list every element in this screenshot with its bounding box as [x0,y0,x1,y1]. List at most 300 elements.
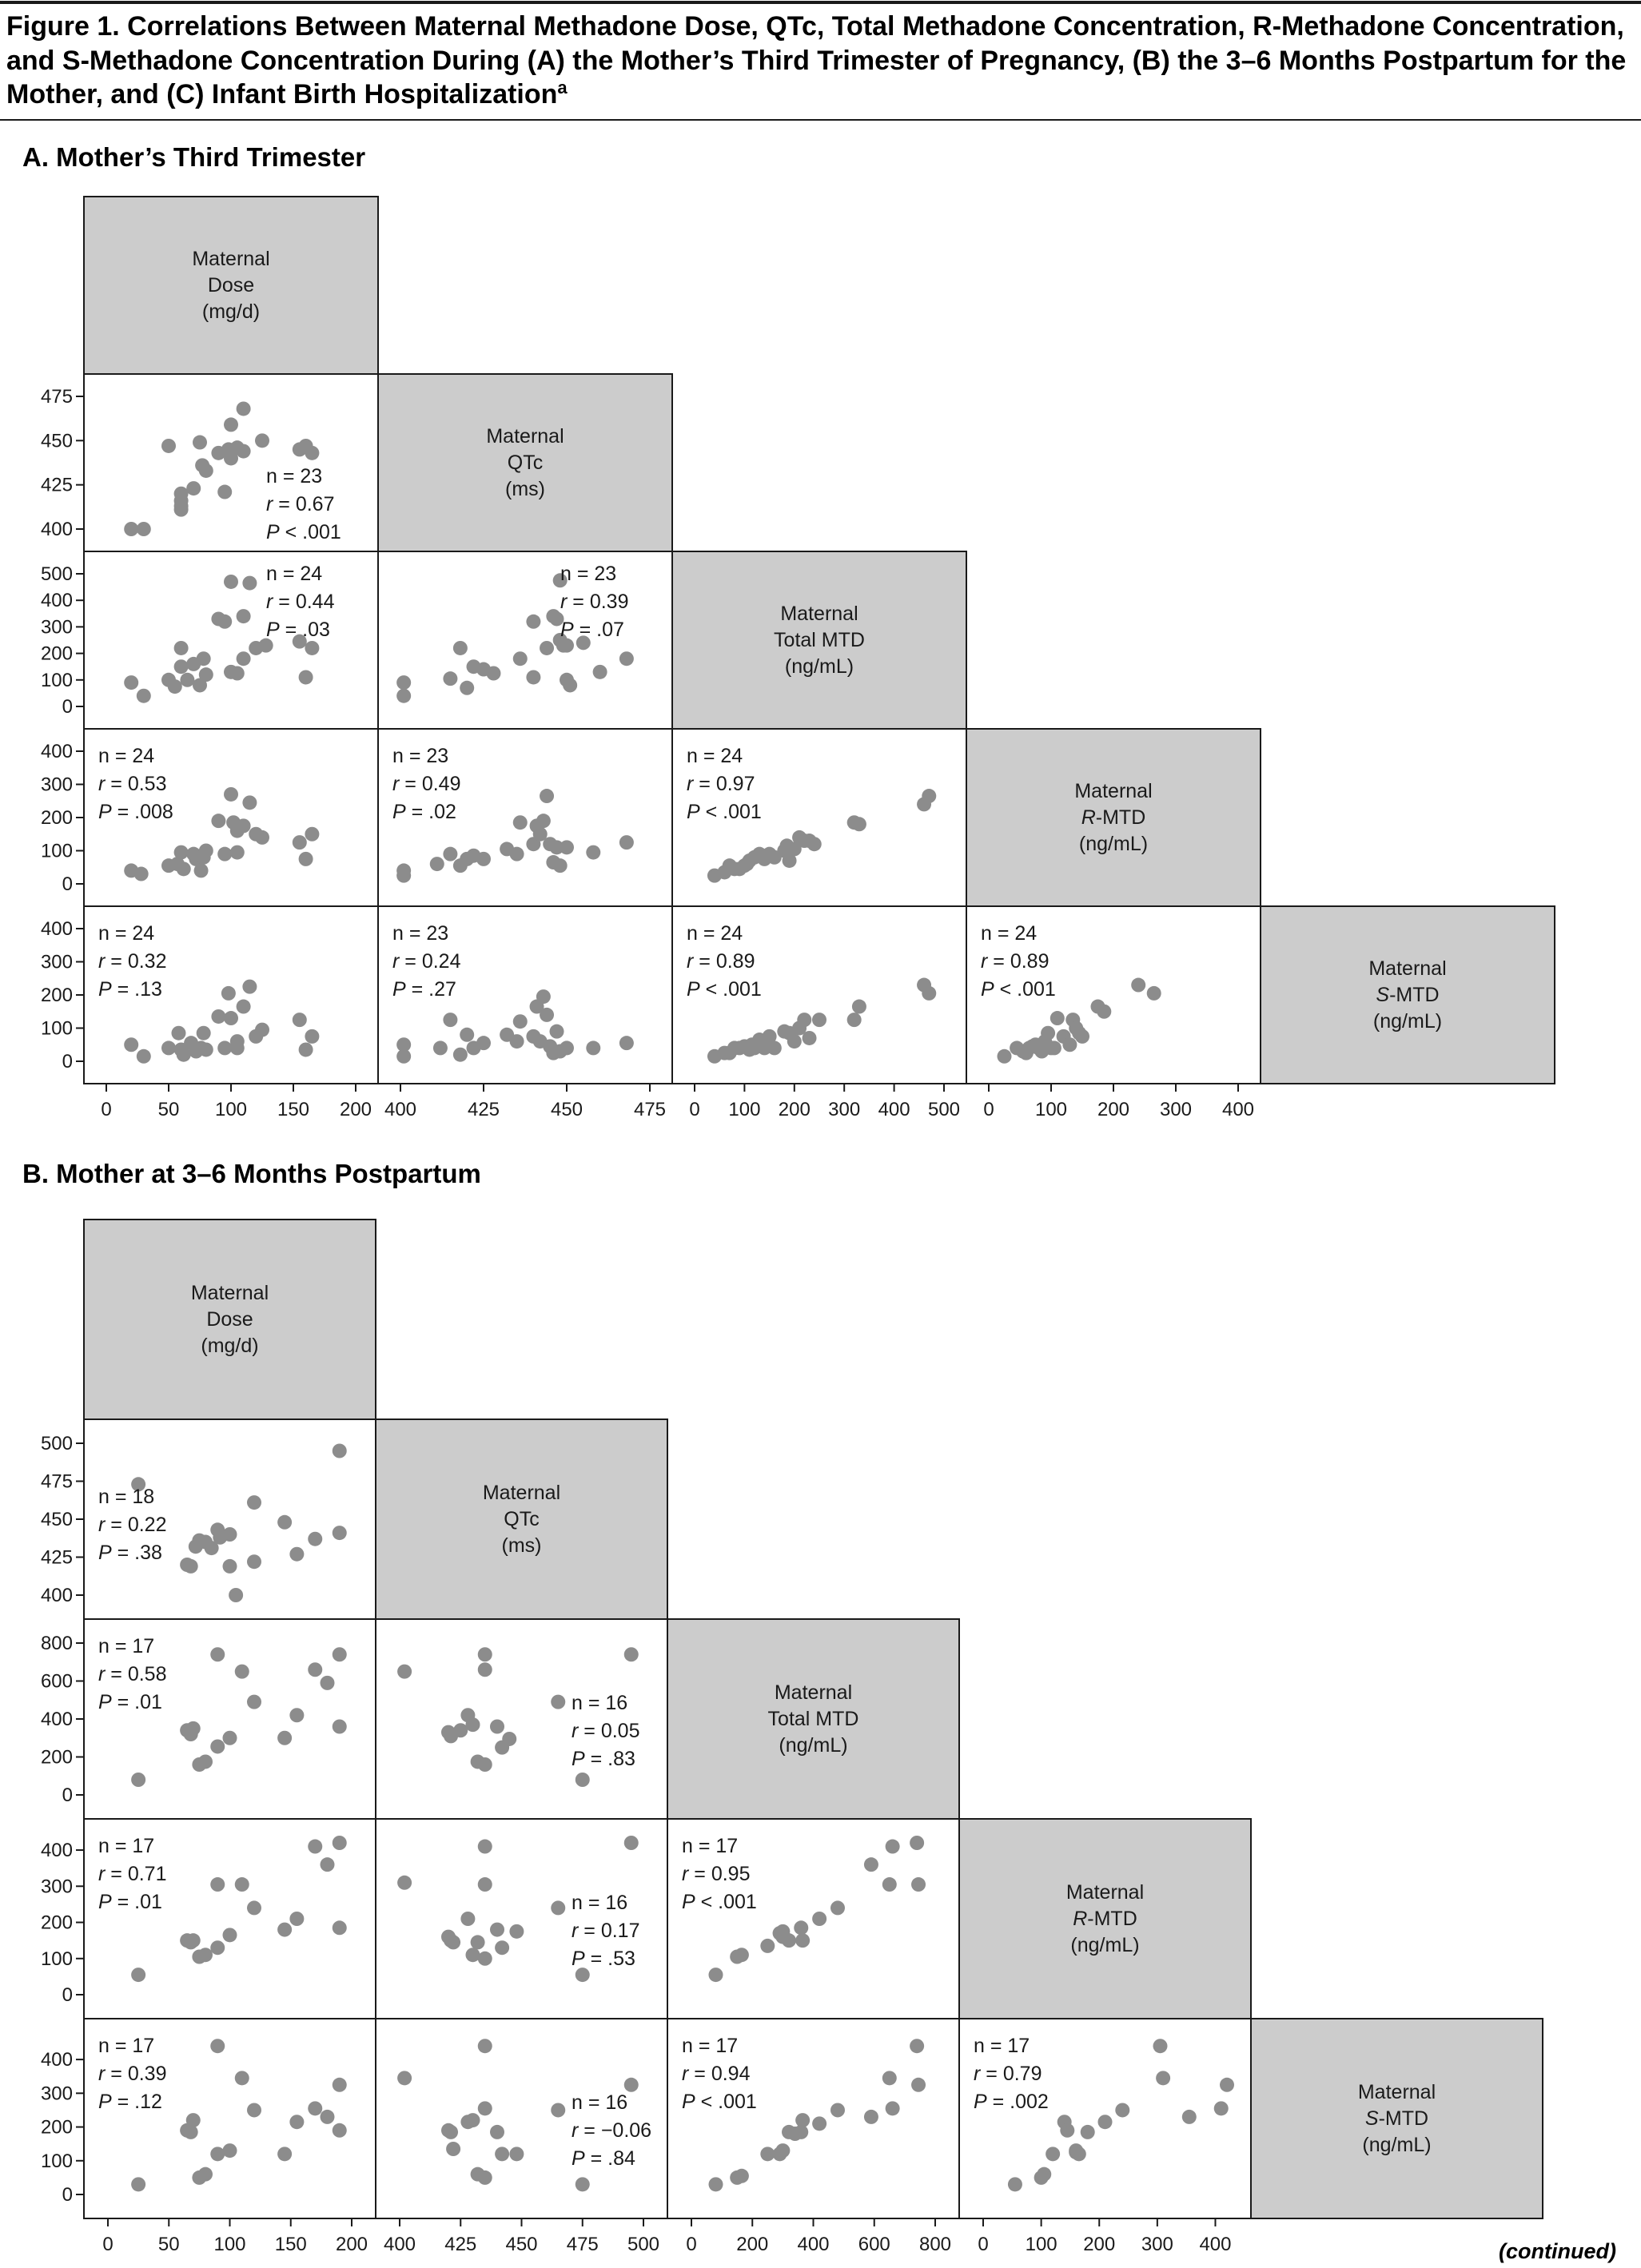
panel-a-ytick-label-1-3: 475 [40,386,73,408]
panel-b-point-4-3-15 [1220,2078,1234,2092]
panel-a-point-1-0-8 [193,436,207,450]
panel-a-stat-2-0-1-sym: r [266,591,273,613]
panel-a-point-1-0-1 [137,522,151,536]
panel-b-stat-3-0-1 [98,1863,166,1885]
panel-a-point-3-1-22 [619,835,634,850]
panel-a-point-4-0-3 [171,1026,185,1040]
panel-b-stat-3-2-1-sym: r [682,1863,689,1885]
panel-a-stat-1-0-2-val: < .001 [279,521,341,543]
panel-b-point-3-2-8 [795,1933,810,1948]
panel-b-stat-3-2-1-val: = 0.95 [688,1863,751,1885]
panel-a-point-4-1-3 [443,1013,457,1027]
panel-b-stat-4-2-0: n = 17 [682,2035,739,2057]
panel-a-xtick-label-3-2: 200 [1097,1099,1130,1120]
panel-b-point-2-0-3 [186,1721,201,1736]
panel-b-point-3-0-13 [321,1857,335,1872]
panel-a-point-1-0-18 [237,444,251,459]
panel-a-point-4-0-12 [217,1040,232,1055]
panel-a-point-3-0-12 [217,847,232,861]
panel-b-point-4-3-14 [1214,2101,1229,2115]
panel-a-point-4-2-16 [797,1013,811,1027]
panel-a-point-4-0-0 [124,1037,138,1052]
panel-b-point-4-2-16 [788,2127,803,2141]
panel-a-diag-label-3-1 [1081,806,1146,829]
panel-b-point-4-1-10 [495,2147,509,2161]
panel-a-point-4-3-21 [1131,978,1145,993]
panel-b-point-3-1-10 [495,1940,509,1955]
panel-a-stat-3-1-1-val: = 0.49 [399,773,461,795]
panel-b-ytick-label-3-2: 200 [40,1912,73,1934]
panel-b-diag-label-3-0: Maternal [1065,1881,1145,1904]
panel-b-point-4-0-11 [277,2147,292,2161]
panel-a-point-4-0-22 [305,1029,319,1044]
panel-b-point-4-0-14 [321,2110,335,2124]
panel-a-diag-label-4-1-val: -MTD [1389,984,1440,1006]
panel-b-stat-1-0-2-val: = .38 [111,1542,162,1564]
panel-b-stat-4-3-2-val: = .002 [986,2091,1049,2113]
panel-a-xtick-label-1-0: 400 [384,1099,417,1120]
panel-a-xtick-label-3-1: 100 [1034,1099,1068,1120]
panel-a-stat-1-0-2 [266,521,341,543]
panel-b-stat-2-0-1-sym: r [98,1663,106,1685]
panel-a-ytick-label-1-0: 400 [40,519,73,540]
panel-b-point-4-3-16 [1069,2143,1083,2158]
panel-a-ytick-label-3-2: 200 [40,807,73,829]
panel-b-point-2-0-10 [247,1695,261,1709]
panel-a-stat-3-0-1 [98,773,166,795]
panel-a-point-4-1-1 [396,1049,411,1064]
panel-b-stat-4-3-1-val: = 0.79 [980,2063,1042,2085]
panel-b-stat-2-0-1 [98,1663,166,1685]
panel-b-stat-4-1-2-val: = .84 [584,2147,635,2170]
panel-b-stat-4-2-2-sym: P [682,2091,695,2113]
panel-a-stat-4-2-0: n = 24 [687,922,743,945]
panel-b-point-4-3-11 [1153,2039,1167,2053]
figure-title-line-3-text: Mother, and (C) Infant Birth Hospitalization [6,79,558,109]
panel-a-xtick-label-0-1: 50 [157,1099,180,1120]
panel-a-point-3-0-17 [242,795,257,810]
panel-a-point-4-0-1 [137,1049,151,1064]
panel-a-point-4-0-13 [221,986,236,1001]
panel-a-point-2-1-4 [460,681,474,695]
panel-a-ytick-label-3-0: 0 [62,873,73,895]
panel-a-xtick-label-1-2: 450 [550,1099,584,1120]
panel-b-diag-label-4-0: Maternal [1357,2081,1436,2103]
panel-b-xtick-label-0-0: 0 [102,2234,114,2255]
panel-a-point-4-0-23 [230,1040,245,1055]
panel-b-stat-3-1-2-sym: P [572,1948,585,1970]
panel-a-point-4-1-5 [460,1028,474,1042]
panel-a-point-4-1-7 [476,1036,491,1050]
panel-b-stat-4-3-1-sym: r [974,2063,981,2085]
panel-b-point-3-2-11 [864,1857,878,1872]
panel-a-point-2-0-10 [199,667,213,682]
panel-b-point-3-2-10 [830,1900,845,1915]
panel-a-xtick-label-2-4: 400 [878,1099,910,1120]
panel-b-xtick-label-0-2: 100 [213,2234,246,2255]
panel-a-stat-4-0-1-sym: r [98,950,106,973]
panel-b-point-3-0-9 [247,1900,261,1915]
panel-b-point-3-2-9 [812,1912,826,1926]
panel-a-point-4-1-22 [619,1036,634,1050]
panel-b-stat-3-2-2 [682,1891,757,1913]
panel-b-stat-2-0-2-val: = .01 [111,1691,162,1713]
panel-b-stat-4-1-2-sym: P [572,2147,585,2170]
panel-b-point-4-0-3 [186,2113,201,2127]
panel-b-stat-2-1-2-sym: P [572,1748,585,1770]
panel-a-stat-2-0-1 [266,591,335,613]
panel-b-point-4-2-12 [882,2071,897,2085]
panel-a-point-3-1-7 [476,852,491,866]
panel-b-ytick-label-2-2: 400 [40,1709,73,1730]
panel-a-stat-4-0-2 [98,978,162,1001]
panel-b-point-3-1-8 [478,1877,492,1892]
panel-a-stat-4-2-1-sym: r [687,950,694,973]
panel-b-matrix [41,1220,1543,2255]
panel-b-xtick-label-2-1: 200 [736,2234,769,2255]
panel-b-point-4-3-10 [1115,2103,1129,2117]
panel-a-point-2-1-3 [453,641,468,655]
panel-b-xtick-label-3-1: 100 [1025,2234,1057,2255]
panel-b-diag-label-1-1: QTc [504,1508,540,1530]
panel-a-xtick-label-2-3: 300 [828,1099,861,1120]
panel-b-point-2-0-7 [210,1647,225,1661]
panel-a-stat-2-1-2 [560,619,624,641]
panel-a-ytick-label-4-1: 100 [40,1017,73,1040]
panel-b-diag-label-3-1-val: -MTD [1087,1908,1137,1930]
panel-a-ytick-label-4-4: 400 [40,918,73,940]
panel-b-ytick-label-3-1: 100 [40,1948,73,1970]
panel-b-point-3-2-13 [886,1840,900,1854]
panel-b-xtick-label-0-3: 150 [274,2234,307,2255]
panel-b-stat-4-1-1 [572,2119,651,2142]
panel-a-stat-4-3-1 [981,950,1049,973]
panel-b-point-3-1-14 [624,1836,639,1850]
panel-a-stat-4-3-2-sym: P [981,978,994,1001]
figure-title-superscript: a [557,78,568,97]
panel-a-point-4-0-9 [197,1026,211,1040]
panel-b-point-1-0-2 [184,1559,198,1574]
panel-a-point-3-0-1 [134,867,149,881]
panel-a-title: A. Mother’s Third Trimester [22,142,366,172]
panel-a-point-4-3-22 [1147,986,1161,1001]
panel-b-point-4-3-13 [1182,2110,1197,2124]
panel-a-matrix [41,197,1555,1120]
panel-a-point-1-0-7 [186,481,201,495]
panel-b-point-3-0-0 [131,1968,145,1982]
panel-b-point-3-1-5 [471,1935,485,1949]
panel-a-point-2-0-12 [217,615,232,629]
panel-a-point-4-0-17 [242,980,257,994]
panel-b-xtick-label-1-4: 500 [627,2234,660,2255]
panel-a-point-4-3-18 [1075,1029,1089,1044]
panel-b-point-3-1-0 [397,1876,412,1890]
panel-b-diag-label-0-1: Dose [206,1308,253,1331]
panel-b-point-2-1-15 [453,1723,468,1737]
panel-b-point-4-1-0 [397,2071,412,2085]
panel-b-point-3-1-7 [478,1840,492,1854]
panel-a-stat-2-1-2-val: = .07 [573,619,624,641]
panel-a-stat-3-2-1 [687,773,755,795]
panel-a-stat-4-3-1-val: = 0.89 [987,950,1050,973]
panel-a-point-3-2-24 [922,789,936,803]
panel-b-xtick-label-2-3: 600 [858,2234,890,2255]
panel-b-point-4-3-3 [1046,2147,1060,2161]
panel-b-point-3-0-14 [333,1836,347,1850]
panel-b-point-2-0-13 [308,1662,322,1677]
panel-a-ytick-label-1-2: 450 [40,430,73,452]
panel-a-ytick-label-3-1: 100 [40,840,73,862]
panel-b-point-3-1-6 [478,1952,492,1966]
panel-a-xtick-label-2-0: 0 [689,1099,700,1120]
panel-b-point-3-2-15 [911,1877,926,1892]
panel-b-point-4-0-6 [210,2147,225,2161]
panel-b-point-4-1-2 [444,2125,458,2139]
panel-b-point-4-1-9 [490,2125,504,2139]
panel-b-stat-2-0-1-val: = 0.58 [105,1663,167,1685]
panel-a-point-4-0-16 [237,1000,251,1014]
panel-b-stat-3-2-2-val: < .001 [695,1891,757,1913]
panel-b-point-2-1-6 [478,1757,492,1772]
panel-a-diag-label-4-2: (ng/mL) [1372,1010,1443,1033]
panel-b-point-3-0-4 [198,1948,213,1962]
panel-b-point-2-1-11 [502,1732,516,1746]
panel-a-point-2-0-9 [197,651,211,666]
panel-a-xtick-label-0-0: 0 [101,1099,112,1120]
panel-b-point-1-0-18 [333,1526,347,1540]
panel-b-point-1-0-11 [229,1588,243,1602]
panel-b-point-4-1-15 [446,2142,460,2156]
panel-b-stat-3-0-2-sym: P [98,1891,112,1913]
panel-a-stat-2-1-0: n = 23 [560,563,617,585]
panel-b-xtick-label-2-2: 400 [797,2234,830,2255]
panel-a-ytick-label-2-4: 400 [40,590,73,612]
panel-b-diag-label-4-1-val: -MTD [1378,2107,1429,2130]
panel-a-stat-3-2-2-sym: P [687,801,700,823]
panel-a-point-2-0-4 [174,641,189,655]
panel-b-stat-4-1-0: n = 16 [572,2091,628,2114]
panel-a-point-2-1-10 [526,615,540,629]
panel-a-diag-label-3-1-val: -MTD [1095,806,1146,829]
panel-a-point-4-0-19 [255,1023,269,1037]
panel-b-point-4-3-2 [1037,2167,1051,2182]
panel-b-point-2-0-6 [210,1739,225,1753]
panel-a-stat-4-0-1-val: = 0.32 [105,950,167,973]
panel-a-xtick-label-1-1: 425 [467,1099,500,1120]
panel-a-point-4-2-19 [847,1013,862,1027]
panel-b-ytick-label-4-3: 300 [40,2083,73,2105]
panel-b-ytick-label-2-0: 0 [62,1785,73,1806]
panel-b-point-4-3-0 [1008,2177,1022,2191]
panel-a-diag-label-4-1 [1376,984,1439,1006]
panel-a-stat-4-3-2 [981,978,1056,1001]
panel-a-point-1-0-0 [124,522,138,536]
panel-b-point-1-0-12 [247,1495,261,1510]
panel-b-point-4-2-13 [886,2101,900,2115]
panel-b-ytick-label-1-0: 400 [40,1585,73,1606]
panel-b-stat-4-2-2-val: < .001 [695,2091,757,2113]
panel-b-point-4-3-9 [1098,2115,1113,2129]
panel-a-point-3-1-14 [536,814,551,828]
panel-a-ytick-label-2-2: 200 [40,643,73,665]
panel-b-stat-3-1-2 [572,1948,635,1970]
panel-a-stat-4-0-2-sym: P [98,978,112,1001]
panel-a-point-2-0-17 [237,651,251,666]
panel-a-point-2-1-11 [540,641,554,655]
panel-b-point-4-0-13 [308,2101,322,2115]
panel-a-stat-3-0-2-sym: P [98,801,112,823]
panel-a-point-2-1-0 [396,675,411,690]
panel-b-ytick-label-2-1: 200 [40,1746,73,1769]
panel-b-point-4-1-6 [478,2171,492,2185]
panel-a-point-4-3-0 [998,1049,1012,1064]
panel-b-point-2-1-14 [624,1647,639,1661]
panel-b-ytick-label-3-0: 0 [62,1984,73,2006]
panel-b-stat-4-0-1-sym: r [98,2063,106,2085]
panel-a-diag-label-1-1: QTc [507,452,544,474]
panel-b-point-3-0-11 [289,1912,304,1926]
panel-a-point-3-1-15 [540,789,554,803]
panel-a-stat-2-1-2-sym: P [560,619,574,641]
panel-a-stat-2-0-2 [266,619,330,641]
panel-a-stat-4-2-2-val: < .001 [699,978,762,1001]
panel-a-stat-4-2-1-val: = 0.89 [693,950,755,973]
panel-b-diag-label-2-2: (ng/mL) [779,1734,848,1757]
panel-b-stat-4-2-1-val: = 0.94 [688,2063,751,2085]
panel-a-diag-label-0-0: Maternal [192,248,270,270]
panel-b-point-4-1-11 [509,2147,524,2161]
panel-a-stat-2-1-1-val: = 0.39 [567,591,629,613]
panel-b-ytick-label-4-0: 0 [62,2184,73,2206]
panel-a-diag-label-2-0: Maternal [780,603,858,625]
panel-b-point-2-1-9 [490,1720,504,1734]
panel-a-point-4-1-10 [513,1014,528,1029]
panel-a-stat-4-1-2-sym: P [392,978,406,1001]
panel-b-stat-3-0-2 [98,1891,162,1913]
panel-a-point-3-2-20 [807,837,822,851]
panel-b-point-2-0-0 [131,1773,145,1787]
panel-b-stat-4-3-1 [974,2063,1042,2085]
panel-b-title: B. Mother at 3–6 Months Postpartum [22,1159,481,1188]
panel-a-point-1-0-6 [174,503,189,517]
panel-a-xtick-label-0-3: 150 [277,1099,310,1120]
panel-b-stat-4-0-1 [98,2063,166,2085]
panel-b-point-1-0-9 [223,1527,237,1542]
panel-b-stat-1-0-1-val: = 0.22 [105,1514,167,1536]
panel-b-diag-label-4-1 [1365,2107,1428,2130]
panel-a-xtick-label-3-0: 0 [983,1099,994,1120]
panel-a-point-3-0-22 [305,827,319,842]
panel-b-ytick-label-3-3: 300 [40,1876,73,1898]
panel-b-point-4-0-10 [247,2103,261,2117]
panel-a-point-1-0-22 [305,446,319,460]
panel-a-stat-3-0-0: n = 24 [98,745,155,767]
panel-a-point-3-1-10 [513,815,528,830]
panel-b-stat-1-0-2 [98,1542,162,1564]
panel-a-point-2-0-3 [168,679,182,694]
panel-b-cell-2-1 [376,1619,667,1819]
panel-a-stat-4-1-2 [392,978,456,1001]
panel-b-point-4-0-16 [333,2123,347,2138]
panel-b-xtick-label-0-1: 50 [157,2234,180,2255]
panel-a-cell-2-1 [378,551,672,729]
panel-a-point-2-1-1 [396,689,411,703]
panel-b-ytick-label-4-4: 400 [40,2049,73,2071]
panel-a-stat-4-3-1-sym: r [981,950,988,973]
panel-b-point-1-0-14 [277,1515,292,1530]
panel-a-point-4-1-4 [453,1048,468,1062]
panel-a-point-4-2-20 [852,1000,866,1014]
panel-b-ytick-label-2-3: 600 [40,1670,73,1693]
panel-a-ytick-label-3-3: 300 [40,774,73,796]
continued-label: (continued) [1499,2239,1616,2263]
panel-b-point-4-2-14 [910,2039,924,2053]
panel-b-point-3-2-16 [775,1924,790,1939]
panel-a-point-4-2-17 [803,1031,817,1045]
panel-b-point-4-0-7 [210,2039,225,2053]
panel-b-stat-4-0-2 [98,2091,162,2113]
panel-a-point-4-3-20 [1097,1005,1111,1019]
panel-a-stat-4-0-2-val: = .13 [111,978,162,1001]
panel-a-xtick-label-1-3: 475 [633,1099,667,1120]
panel-a-stat-3-1-2 [392,801,456,823]
panel-b-stat-4-0-2-sym: P [98,2091,112,2113]
panel-b-stat-3-1-1 [572,1920,639,1942]
panel-b-stat-3-1-1-val: = 0.17 [578,1920,640,1942]
panel-a-point-2-1-8 [513,651,528,666]
panel-a-point-4-0-10 [199,1042,213,1056]
panel-b-point-4-3-8 [1081,2125,1095,2139]
panel-b-stat-2-1-1 [572,1720,639,1742]
panel-b-point-1-0-15 [289,1547,304,1562]
panel-b-point-2-0-5 [198,1754,213,1769]
panel-b-point-4-2-11 [864,2110,878,2124]
panel-b-point-4-2-9 [812,2116,826,2131]
panel-a-point-2-0-13 [224,575,238,589]
panel-a-point-4-0-2 [161,1040,176,1055]
figure-title-line-1: Figure 1. Correlations Between Maternal Methadone Dose, QTc, Total Methadone Concentration, R-Methadone Concentration, [6,11,1624,42]
panel-b-point-2-0-8 [223,1731,237,1745]
panel-b-stat-4-2-1-sym: r [682,2063,689,2085]
panel-a-point-3-1-19 [553,858,568,873]
panel-a-stat-2-0-2-sym: P [266,619,280,641]
panel-a-stat-3-2-2-val: < .001 [699,801,762,823]
panel-a-xtick-label-3-3: 300 [1159,1099,1193,1120]
panel-b-point-2-1-12 [551,1695,565,1709]
panel-a-ytick-label-4-3: 300 [40,951,73,973]
panel-b-point-2-1-7 [478,1662,492,1677]
panel-b-stat-2-0-2-sym: P [98,1691,112,1713]
panel-b-point-3-1-9 [490,1923,504,1937]
panel-a-diag-label-3-0: Maternal [1074,780,1153,802]
panel-a-ytick-label-4-0: 0 [62,1051,73,1072]
panel-b-stat-4-0-1-val: = 0.39 [105,2063,167,2085]
panel-b-point-4-0-0 [131,2177,145,2191]
panel-a-stat-3-0-1-val: = 0.53 [105,773,167,795]
panel-b-xtick-label-3-4: 400 [1199,2234,1232,2255]
panel-b-stat-3-2-0: n = 17 [682,1835,739,1857]
panel-a-stat-3-2-1-val: = 0.97 [693,773,755,795]
panel-a-point-2-1-9 [526,670,540,684]
panel-a-stat-3-0-1-sym: r [98,773,106,795]
panel-b-stat-3-2-2-sym: P [682,1891,695,1913]
panel-b-point-3-0-6 [210,1877,225,1892]
panel-a-stat-4-1-1-val: = 0.24 [399,950,461,973]
panel-a-point-3-1-3 [443,847,457,861]
panel-a-diag-label-0-2: (mg/d) [201,300,261,323]
panel-b-point-4-1-7 [478,2039,492,2053]
panel-a-ytick-label-2-3: 300 [40,616,73,639]
